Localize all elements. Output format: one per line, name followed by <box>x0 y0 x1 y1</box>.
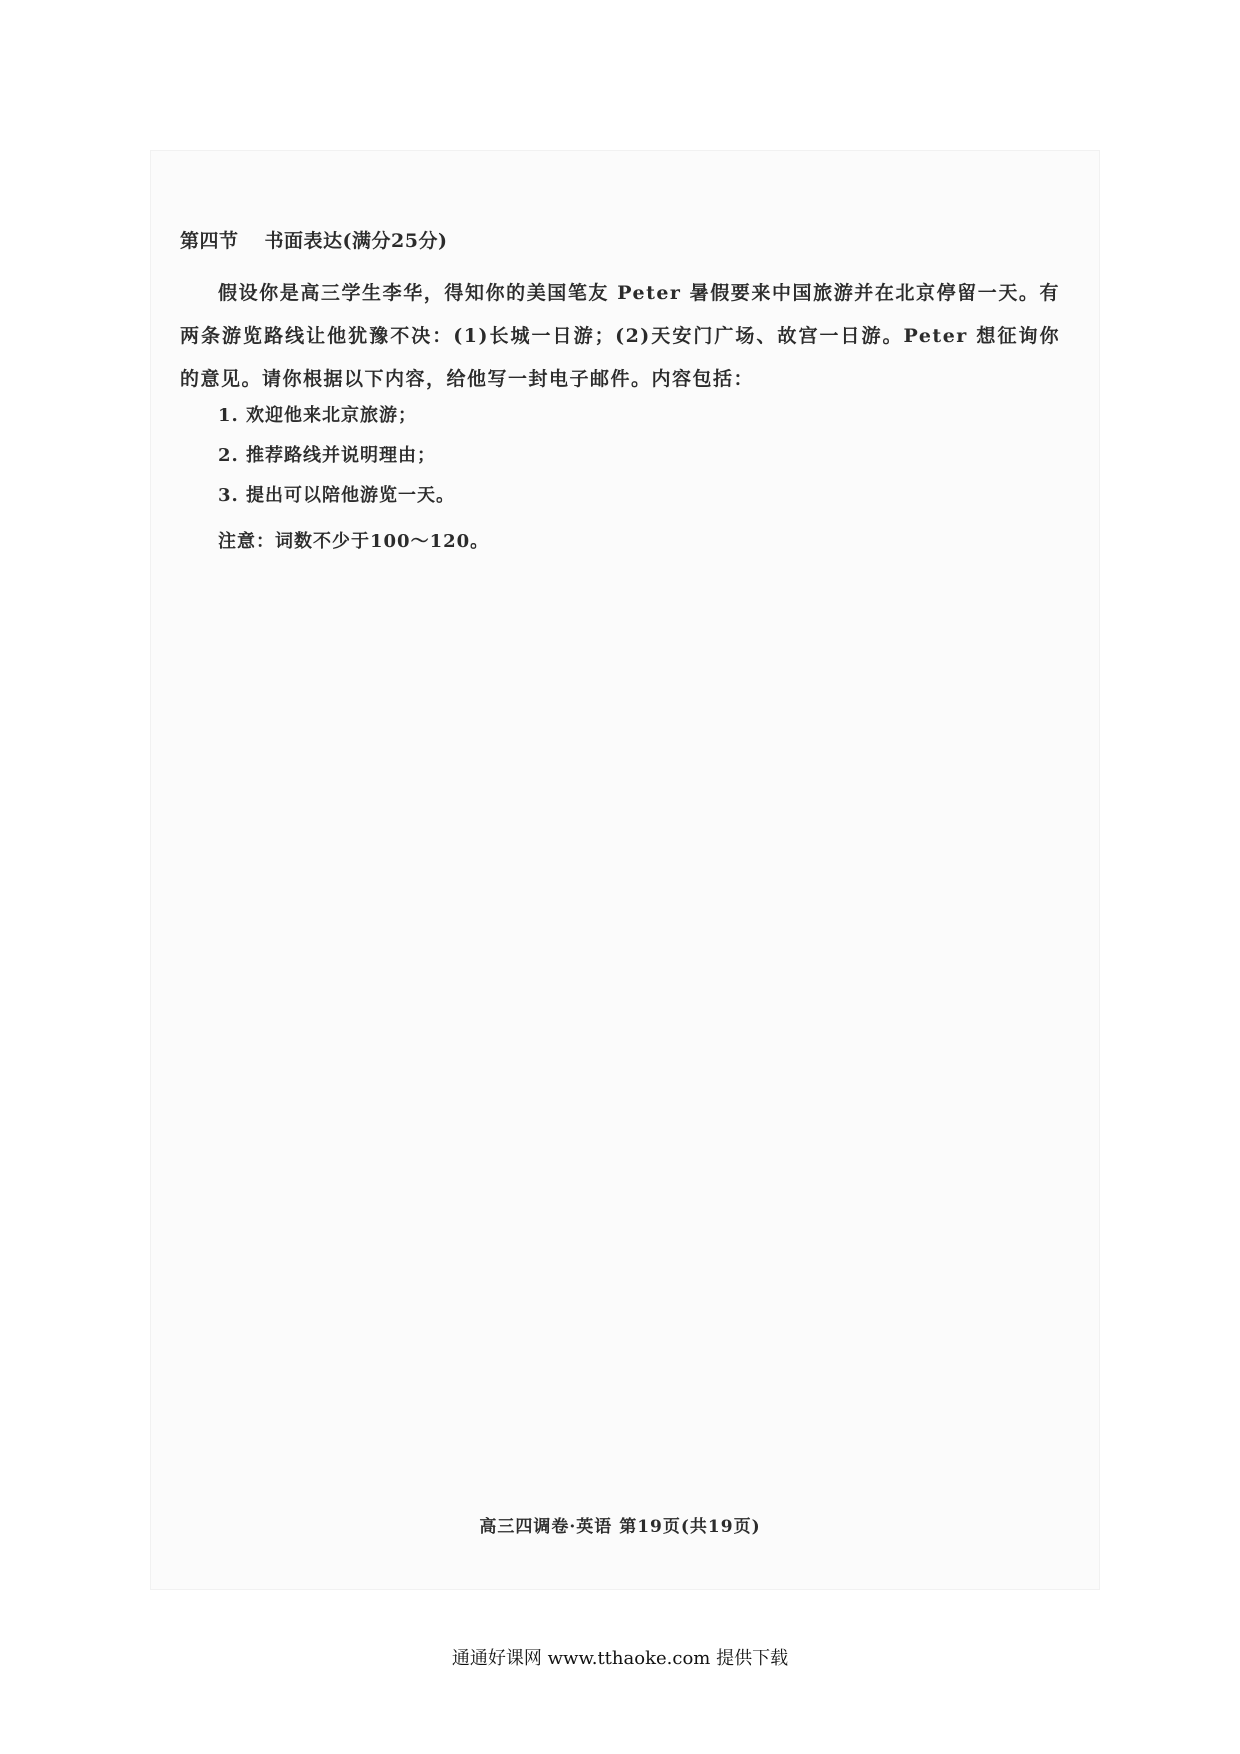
section-title: 书面表达(满分25分) <box>264 230 448 252</box>
requirements-list <box>218 396 455 516</box>
download-source-line: 通通好课网 www.tthaoke.com 提供下载 <box>451 1648 789 1669</box>
section-label: 第四节 <box>180 230 239 252</box>
requirement-item: 2. 推荐路线并说明理由； <box>218 445 437 466</box>
writing-prompt: 假设你是高三学生李华，得知你的美国笔友 Peter 暑假要来中国旅游并在北京停留一天。有两条游览路线让他犹豫不决：(1)长城一日游；(2)天安门广场、故宫一日游。Peter 想征询你的意见。请你根据以下内容，给他写一封电子邮件。内容包括： <box>180 282 1060 390</box>
page-footer: 高三四调卷·英语 第19页(共19页) <box>479 1517 761 1537</box>
word-count-note: 注意：词数不少于100～120。 <box>218 531 490 552</box>
requirement-item: 1. 欢迎他来北京旅游； <box>218 405 418 426</box>
section-heading <box>180 226 447 253</box>
requirement-item: 3. 提出可以陪他游览一天。 <box>218 485 456 506</box>
